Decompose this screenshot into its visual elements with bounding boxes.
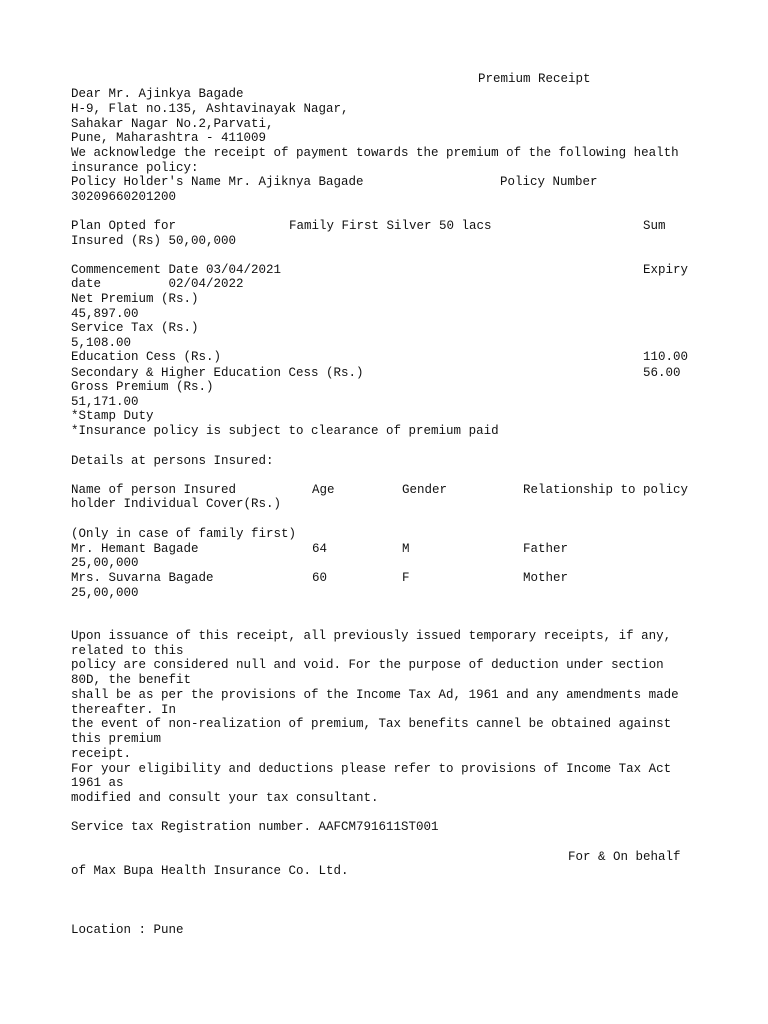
- education-cess-label: Education Cess (Rs.): [71, 350, 222, 364]
- address-line-1: H-9, Flat no.135, Ashtavinayak Nagar,: [71, 102, 349, 116]
- col-name-header: Name of person Insured: [71, 483, 237, 497]
- family-first-note: (Only in case of family first): [71, 527, 297, 541]
- policy-number-label: Policy Number: [500, 175, 598, 189]
- terms-line: Upon issuance of this receipt, all previously issued temporary receipts, if any,: [71, 629, 672, 643]
- behalf-line-2: of Max Bupa Health Insurance Co. Ltd.: [71, 864, 349, 878]
- insured-cover: 25,00,000: [71, 586, 139, 600]
- sum-insured-value: Insured (Rs) 50,00,000: [71, 234, 237, 248]
- stamp-duty-note: *Stamp Duty: [71, 409, 154, 423]
- service-tax-value: 5,108.00: [71, 336, 132, 350]
- col-gender-header: Gender: [402, 483, 448, 497]
- terms-line: policy are considered null and void. For the purpose of deduction under section: [71, 658, 664, 672]
- terms-line: thereafter. In: [71, 703, 177, 717]
- she-cess-label: Secondary & Higher Education Cess (Rs.): [71, 366, 364, 380]
- terms-line: this premium: [71, 732, 162, 746]
- insured-name: Mr. Hemant Bagade: [71, 542, 199, 556]
- location: Location : Pune: [71, 923, 184, 937]
- insured-age: 64: [312, 542, 328, 556]
- intro-line-2: insurance policy:: [71, 161, 199, 175]
- plan-label: Plan Opted for: [71, 219, 177, 233]
- address-line-2: Sahakar Nagar No.2,Parvati,: [71, 117, 274, 131]
- terms-line: 80D, the benefit: [71, 673, 192, 687]
- she-cess-value: 56.00: [643, 366, 681, 380]
- insured-relationship: Father: [523, 542, 569, 556]
- behalf-line-1: For & On behalf: [568, 850, 681, 864]
- col-cover-header: holder Individual Cover(Rs.): [71, 497, 282, 511]
- insured-gender: M: [402, 542, 410, 556]
- clearance-note: *Insurance policy is subject to clearance of premium paid: [71, 424, 499, 438]
- terms-line: related to this: [71, 644, 184, 658]
- education-cess-value: 110.00: [643, 350, 689, 364]
- terms-line: the event of non-realization of premium, Tax benefits cannel be obtained against: [71, 717, 672, 731]
- terms-line: shall be as per the provisions of the Income Tax Ad, 1961 and any amendments made: [71, 688, 679, 702]
- policy-number: 30209660201200: [71, 190, 177, 204]
- intro-line-1: We acknowledge the receipt of payment towards the premium of the following health: [71, 146, 679, 160]
- terms-line: 1961 as: [71, 776, 124, 790]
- plan-value: Family First Silver 50 lacs: [289, 219, 492, 233]
- service-tax-label: Service Tax (Rs.): [71, 321, 199, 335]
- page-title: Premium Receipt: [478, 72, 591, 86]
- address-line-3: Pune, Maharashtra - 411009: [71, 131, 267, 145]
- sum-insured-label: Sum: [643, 219, 666, 233]
- insured-heading: Details at persons Insured:: [71, 454, 274, 468]
- insured-cover: 25,00,000: [71, 556, 139, 570]
- terms-line: For your eligibility and deductions please refer to provisions of Income Tax Act: [71, 762, 672, 776]
- col-age-header: Age: [312, 483, 335, 497]
- terms-line: receipt.: [71, 747, 132, 761]
- gross-premium-label: Gross Premium (Rs.): [71, 380, 214, 394]
- salutation: Dear Mr. Ajinkya Bagade: [71, 87, 244, 101]
- policy-holder-name: Policy Holder's Name Mr. Ajiknya Bagade: [71, 175, 364, 189]
- insured-relationship: Mother: [523, 571, 569, 585]
- insured-name: Mrs. Suvarna Bagade: [71, 571, 214, 585]
- insured-gender: F: [402, 571, 410, 585]
- insured-age: 60: [312, 571, 328, 585]
- gross-premium-value: 51,171.00: [71, 395, 139, 409]
- col-relationship-header: Relationship to policy: [523, 483, 689, 497]
- expiry-label: Expiry: [643, 263, 689, 277]
- net-premium-label: Net Premium (Rs.): [71, 292, 199, 306]
- net-premium-value: 45,897.00: [71, 307, 139, 321]
- commencement-date: Commencement Date 03/04/2021: [71, 263, 282, 277]
- expiry-date: date 02/04/2022: [71, 277, 244, 291]
- service-tax-registration: Service tax Registration number. AAFCM791611ST001: [71, 820, 439, 834]
- terms-line: modified and consult your tax consultant.: [71, 791, 379, 805]
